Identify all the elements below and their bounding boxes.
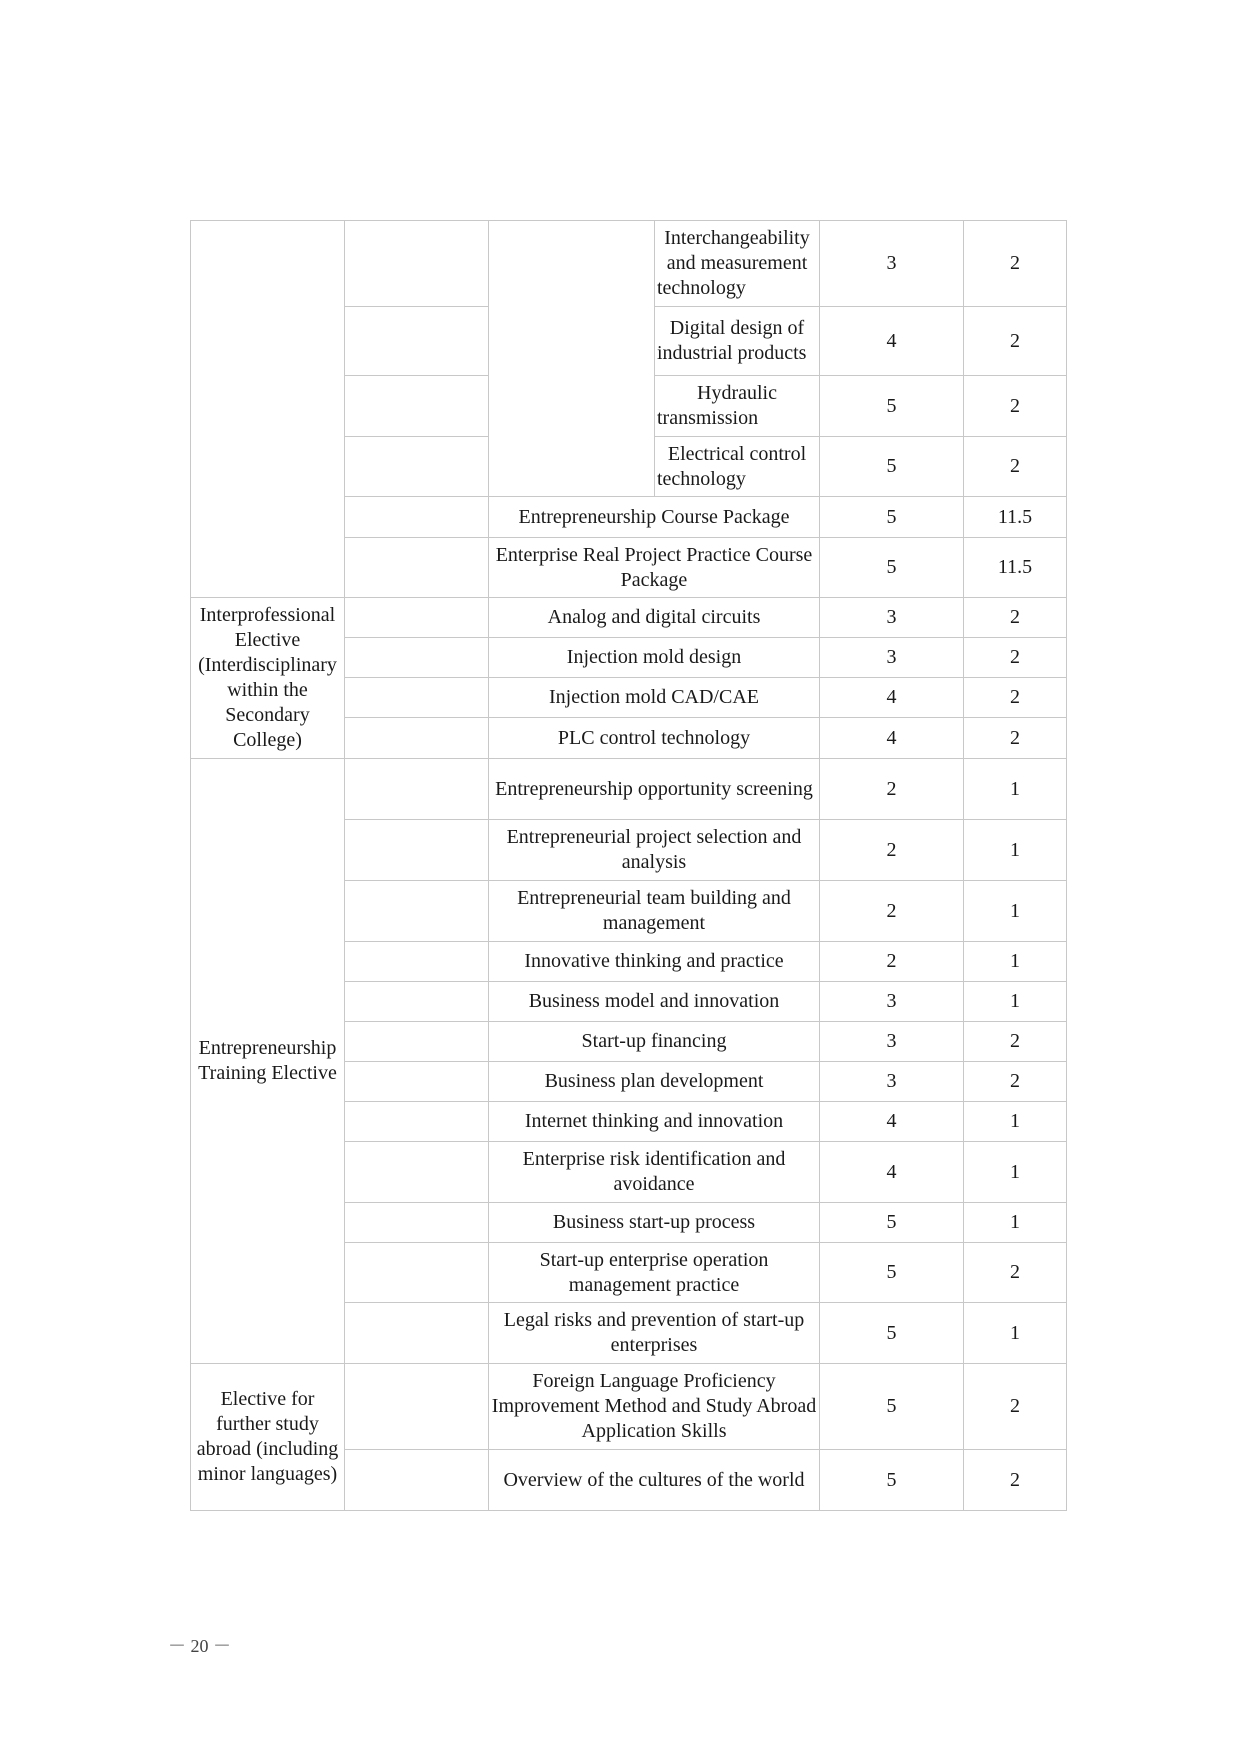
semester-cell: 3 bbox=[820, 1022, 964, 1062]
course-name: Digital design of industrial products bbox=[655, 307, 820, 376]
course-name: PLC control technology bbox=[489, 718, 820, 759]
page-number: － 20 － bbox=[168, 1636, 231, 1656]
credits-cell: 1 bbox=[964, 759, 1067, 820]
credits-cell: 1 bbox=[964, 1142, 1067, 1203]
code-cell bbox=[345, 1364, 489, 1450]
credits-cell: 1 bbox=[964, 820, 1067, 881]
code-cell bbox=[345, 1062, 489, 1102]
semester-cell: 4 bbox=[820, 1142, 964, 1203]
category-cell: Interprofessional Elective (Interdisciplinary within the Secondary College) bbox=[191, 598, 345, 759]
semester-cell: 2 bbox=[820, 820, 964, 881]
table-row bbox=[191, 759, 1067, 820]
code-cell bbox=[345, 376, 489, 437]
credits-cell: 11.5 bbox=[964, 538, 1067, 598]
semester-cell: 5 bbox=[820, 497, 964, 538]
credits-cell: 2 bbox=[964, 678, 1067, 718]
semester-cell: 4 bbox=[820, 307, 964, 376]
credits-cell: 2 bbox=[964, 376, 1067, 437]
credits-cell: 2 bbox=[964, 598, 1067, 638]
code-cell bbox=[345, 982, 489, 1022]
course-name: Innovative thinking and practice bbox=[489, 942, 820, 982]
code-cell bbox=[345, 820, 489, 881]
credits-cell: 2 bbox=[964, 1364, 1067, 1450]
code-cell bbox=[345, 759, 489, 820]
course-name: Entrepreneurial project selection and analysis bbox=[489, 820, 820, 881]
code-cell bbox=[345, 718, 489, 759]
course-name: Foreign Language Proficiency Improvement Method and Study Abroad Application Skills bbox=[489, 1364, 820, 1450]
category-cell: Entrepreneurship Training Elective bbox=[191, 759, 345, 1364]
code-cell bbox=[345, 1203, 489, 1243]
code-cell bbox=[345, 1450, 489, 1511]
credits-cell: 2 bbox=[964, 221, 1067, 307]
semester-cell: 5 bbox=[820, 538, 964, 598]
code-cell bbox=[345, 1102, 489, 1142]
semester-cell: 2 bbox=[820, 942, 964, 982]
course-name: Injection mold CAD/CAE bbox=[489, 678, 820, 718]
course-name: Entrepreneurship opportunity screening bbox=[489, 759, 820, 820]
course-name: Entrepreneurship Course Package bbox=[489, 497, 820, 538]
credits-cell: 11.5 bbox=[964, 497, 1067, 538]
code-cell bbox=[345, 1303, 489, 1364]
credits-cell: 2 bbox=[964, 307, 1067, 376]
credits-cell: 1 bbox=[964, 881, 1067, 942]
code-cell bbox=[345, 638, 489, 678]
course-name: Start-up financing bbox=[489, 1022, 820, 1062]
code-cell bbox=[345, 1142, 489, 1203]
code-cell bbox=[345, 437, 489, 497]
course-name: Business plan development bbox=[489, 1062, 820, 1102]
code-cell bbox=[345, 497, 489, 538]
semester-cell: 5 bbox=[820, 1450, 964, 1511]
course-name: Internet thinking and innovation bbox=[489, 1102, 820, 1142]
credits-cell: 2 bbox=[964, 1450, 1067, 1511]
credits-cell: 2 bbox=[964, 437, 1067, 497]
semester-cell: 5 bbox=[820, 376, 964, 437]
semester-cell: 3 bbox=[820, 982, 964, 1022]
code-cell bbox=[345, 307, 489, 376]
semester-cell: 5 bbox=[820, 1203, 964, 1243]
course-name: Injection mold design bbox=[489, 638, 820, 678]
course-name: Interchangeability and measurement technology bbox=[655, 221, 820, 307]
course-name: Business model and innovation bbox=[489, 982, 820, 1022]
credits-cell: 2 bbox=[964, 1062, 1067, 1102]
table-row bbox=[191, 221, 1067, 307]
credits-cell: 1 bbox=[964, 1303, 1067, 1364]
code-cell bbox=[345, 1243, 489, 1303]
credits-cell: 2 bbox=[964, 638, 1067, 678]
credits-cell: 1 bbox=[964, 942, 1067, 982]
course-name: Electrical control technology bbox=[655, 437, 820, 497]
course-name: Overview of the cultures of the world bbox=[489, 1450, 820, 1511]
subcategory-cell-empty bbox=[489, 221, 655, 497]
credits-cell: 2 bbox=[964, 1243, 1067, 1303]
code-cell bbox=[345, 678, 489, 718]
category-cell: Elective for further study abroad (including minor languages) bbox=[191, 1364, 345, 1511]
table-row bbox=[191, 1364, 1067, 1450]
code-cell bbox=[345, 942, 489, 982]
semester-cell: 3 bbox=[820, 221, 964, 307]
semester-cell: 2 bbox=[820, 759, 964, 820]
course-name: Analog and digital circuits bbox=[489, 598, 820, 638]
course-table bbox=[190, 220, 1067, 1511]
code-cell bbox=[345, 1022, 489, 1062]
semester-cell: 3 bbox=[820, 598, 964, 638]
credits-cell: 1 bbox=[964, 982, 1067, 1022]
course-name: Enterprise Real Project Practice Course Package bbox=[489, 538, 820, 598]
course-name: Enterprise risk identification and avoidance bbox=[489, 1142, 820, 1203]
credits-cell: 1 bbox=[964, 1203, 1067, 1243]
credits-cell: 1 bbox=[964, 1102, 1067, 1142]
semester-cell: 4 bbox=[820, 1102, 964, 1142]
credits-cell: 2 bbox=[964, 718, 1067, 759]
code-cell bbox=[345, 221, 489, 307]
code-cell bbox=[345, 598, 489, 638]
semester-cell: 5 bbox=[820, 1243, 964, 1303]
code-cell bbox=[345, 538, 489, 598]
credits-cell: 2 bbox=[964, 1022, 1067, 1062]
semester-cell: 3 bbox=[820, 1062, 964, 1102]
course-name: Start-up enterprise operation management practice bbox=[489, 1243, 820, 1303]
course-name: Legal risks and prevention of start-up enterprises bbox=[489, 1303, 820, 1364]
semester-cell: 5 bbox=[820, 1364, 964, 1450]
table-row bbox=[191, 598, 1067, 638]
semester-cell: 2 bbox=[820, 881, 964, 942]
course-name: Entrepreneurial team building and management bbox=[489, 881, 820, 942]
category-cell-empty bbox=[191, 221, 345, 598]
semester-cell: 4 bbox=[820, 718, 964, 759]
semester-cell: 5 bbox=[820, 437, 964, 497]
semester-cell: 3 bbox=[820, 638, 964, 678]
course-name: Business start-up process bbox=[489, 1203, 820, 1243]
semester-cell: 5 bbox=[820, 1303, 964, 1364]
semester-cell: 4 bbox=[820, 678, 964, 718]
course-name: Hydraulic transmission bbox=[655, 376, 820, 437]
code-cell bbox=[345, 881, 489, 942]
